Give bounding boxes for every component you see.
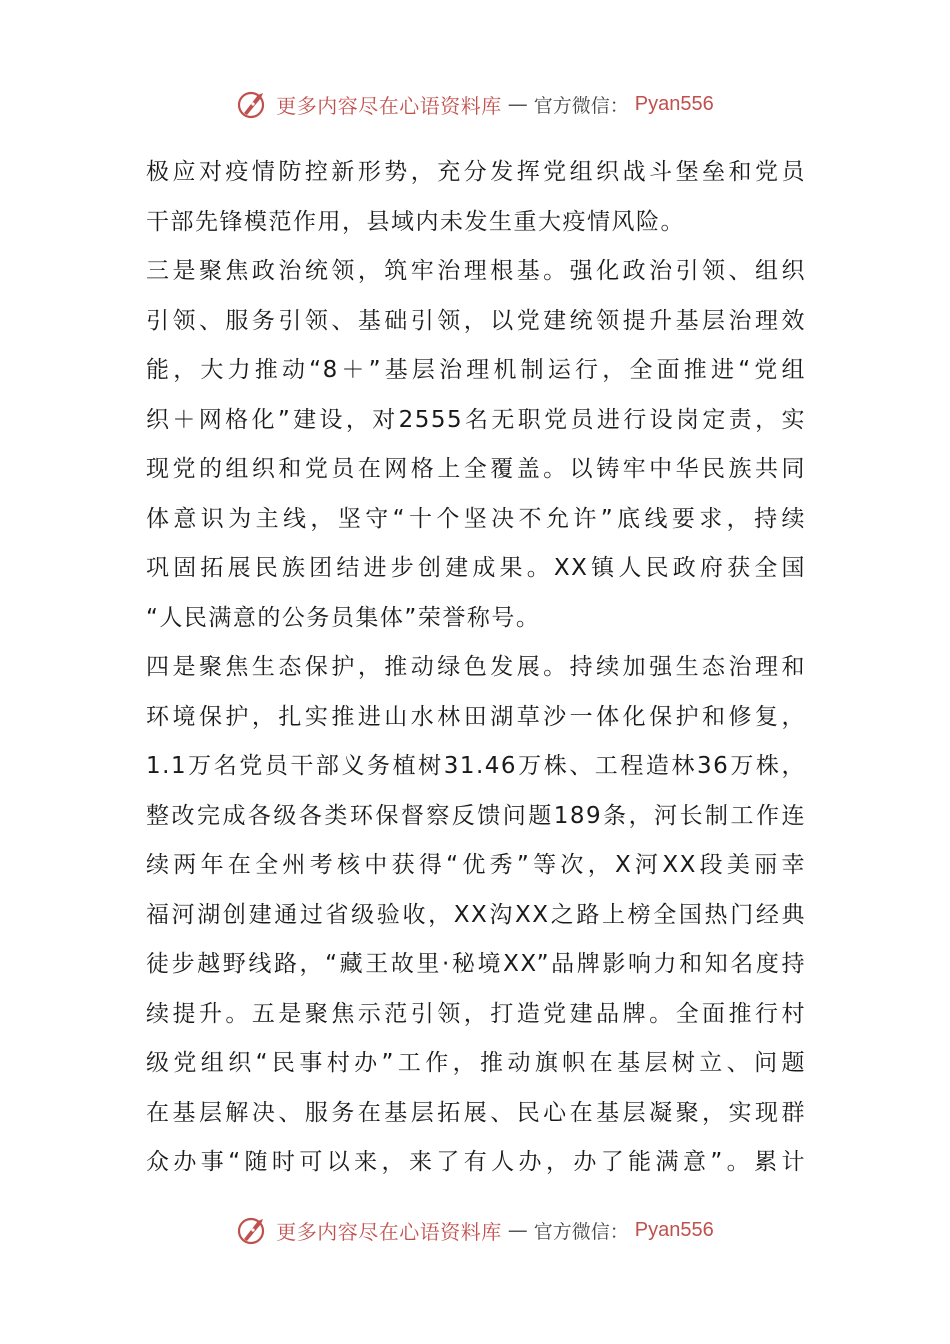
- pen-nib-circle-icon: [236, 87, 270, 121]
- body-line: 四是聚焦生态保护，推动绿色发展。持续加强生态治理和: [146, 654, 806, 680]
- banner-dash: —: [507, 1218, 528, 1242]
- footer-watermark-banner: [0, 1210, 950, 1250]
- body-line: 三是聚焦政治统领，筑牢治理根基。强化政治引领、组织: [146, 258, 806, 284]
- body-line: 环境保护，扎实推进山水林田湖草沙一体化保护和修复，: [146, 703, 806, 730]
- body-line: 1.1万名党员干部义务植树31.46万株、工程造林36万株，: [146, 753, 806, 779]
- body-line: 续两年在全州考核中获得“优秀”等次，X河XX段美丽幸: [146, 852, 806, 878]
- body-line: “人民满意的公务员集体”荣誉称号。: [146, 604, 541, 631]
- body-line: 织＋网格化”建设，对2555名无职党员进行设岗定责，实: [146, 406, 806, 433]
- banner-wechat-id: Pyan556: [634, 1218, 714, 1241]
- body-line: 能，大力推动“8＋”基层治理机制运行，全面推进“党组: [146, 357, 806, 383]
- body-line: 现党的组织和党员在网格上全覆盖。以铸牢中华民族共同: [146, 456, 806, 482]
- banner-wechat-label: 官方微信：: [533, 1220, 629, 1243]
- body-line: 引领、服务引领、基础引领，以党建统领提升基层治理效: [146, 307, 806, 334]
- body-line: 整改完成各级各类环保督察反馈问题189条，河长制工作连: [146, 802, 806, 829]
- body-line: 众办事“随时可以来，来了有人办，办了能满意”。累计: [146, 1149, 806, 1175]
- body-line: 在基层解决、服务在基层拓展、民心在基层凝聚，实现群: [146, 1099, 806, 1126]
- document-body: [146, 148, 806, 1188]
- pen-nib-circle-icon: [236, 1213, 270, 1247]
- banner-content: [236, 87, 713, 121]
- body-line: 巩固拓展民族团结进步创建成果。XX镇人民政府获全国: [146, 555, 806, 581]
- banner-main-text: 更多内容尽在心语资料库: [276, 93, 502, 118]
- banner-wechat-label: 官方微信：: [533, 94, 629, 117]
- banner-content: [236, 1213, 713, 1247]
- body-line: 续提升。五是聚焦示范引领，打造党建品牌。全面推行村: [146, 1000, 806, 1027]
- header-watermark-banner: [0, 84, 950, 124]
- banner-dash: —: [507, 92, 528, 116]
- body-line: 极应对疫情防控新形势，充分发挥党组织战斗堡垒和党员: [146, 159, 806, 185]
- banner-wechat-id: Pyan556: [634, 92, 714, 115]
- body-line: 徒步越野线路，“藏王故里·秘境XX”品牌影响力和知名度持: [146, 951, 806, 977]
- body-line: 福河湖创建通过省级验收，XX沟XX之路上榜全国热门经典: [146, 901, 806, 928]
- body-line: 体意识为主线，坚守“十个坚决不允许”底线要求，持续: [146, 505, 806, 532]
- body-line: 级党组织“民事村办”工作，推动旗帜在基层树立、问题: [146, 1050, 806, 1076]
- banner-main-text: 更多内容尽在心语资料库: [276, 1219, 502, 1244]
- body-line: 干部先锋模范作用，县域内未发生重大疫情风险。: [146, 208, 685, 235]
